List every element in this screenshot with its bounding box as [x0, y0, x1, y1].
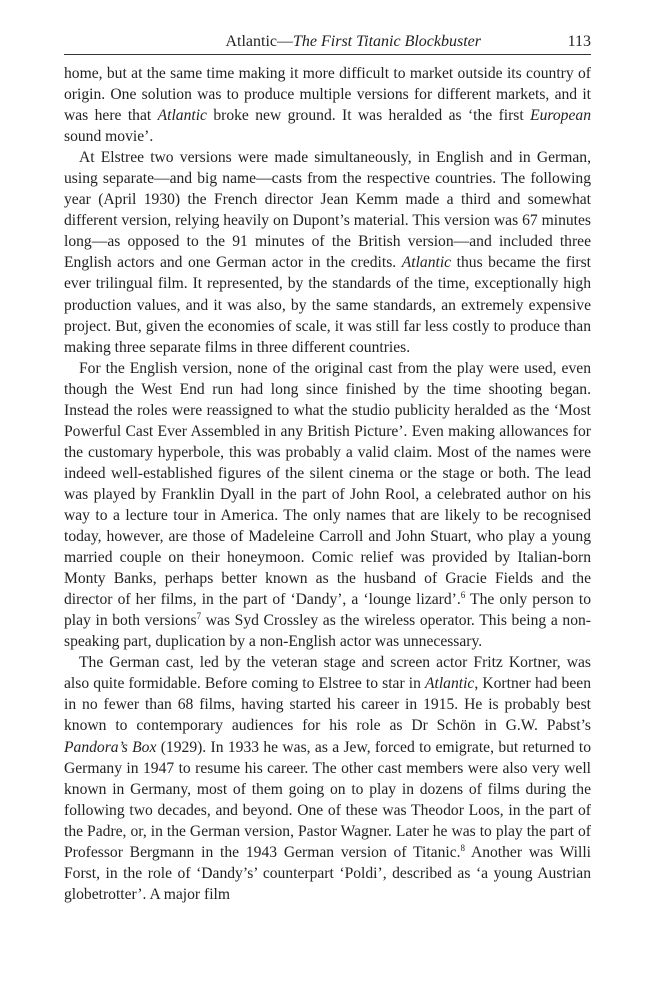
- italic-text: European: [530, 107, 591, 125]
- footnote-marker: 6: [460, 589, 466, 600]
- paragraph: [64, 147, 591, 357]
- text-run: (1929). In 1933 he was, as a Jew, forced to emigrate, but returned to Germany in 1947 to resume his career. The other cast members were also very well known in Germany, most of them going on to play in dozens of films during the following two decades, and beyond. One of these was Theodor Loos, in the part of the Padre, or, in the German version, Pastor Wagner. Later he was to play the part of Professor Bergmann in the 1943 German version of Titanic.: [64, 738, 591, 861]
- italic-text: Atlantic: [424, 675, 475, 693]
- running-title-italic: The First Titanic Blockbuster: [293, 33, 481, 50]
- paragraph: [64, 652, 591, 905]
- body-text: [64, 63, 591, 905]
- running-title-plain: Atlantic—: [225, 33, 293, 50]
- text-run: Another was Willi Forst, in the role of ‘Dandy’s’ counterpart ‘Poldi’, described as ‘a young Austrian globetrotter’. A major film: [64, 843, 591, 903]
- text-run: The German cast, led by the veteran stage and screen actor Fritz Kortner, was also quite formidable. Before coming to Elstree to star in: [64, 654, 591, 693]
- page-number: 113: [567, 33, 591, 50]
- text-run: sound movie’.: [64, 128, 154, 146]
- paragraph: [64, 63, 591, 147]
- italic-text: Atlantic: [157, 107, 207, 125]
- italic-text: Pandora’s Box: [64, 738, 157, 756]
- text-run: , Kortner had been in no fewer than 68 films, having started his career in 1915. He is probably best known to contemporary audiences for his role as Dr Schön in G.W. Pabst’s: [64, 675, 591, 735]
- text-run: was Syd Crossley as the wireless operator. This being a non-speaking part, duplication by a non-English actor was unnecessary.: [64, 612, 591, 651]
- running-title: [225, 30, 481, 54]
- italic-text: Atlantic: [401, 254, 452, 272]
- running-header: [64, 30, 591, 55]
- text-run: For the English version, none of the original cast from the play were used, even though the West End run had long since finished by the time shooting began. Instead the roles were reassigned to what the studio publicity heralded as the ‘Most Powerful Cast Ever Assembled in any British Picture’. Even making allowances for the customary hyperbole, this was probably a valid claim. Most of the names were indeed well-established figures of the silent cinema or the stage or both. The lead was played by Franklin Dyall in the part of John Rool, a celebrated author on his way to a lecture tour in America. The only names that are likely to be recognised today, however, are those of Madeleine Carroll and John Stuart, who play a young married couple on their honeymoon. Comic relief was provided by Italian-born Monty Banks, perhaps better known as the husband of Gracie Fields and the director of her films, in the part of ‘Dandy’, a ‘lounge lizard’.: [64, 359, 591, 609]
- book-page: [64, 0, 591, 984]
- paragraph: [64, 358, 591, 653]
- footnote-marker: 8: [460, 842, 466, 853]
- text-run: broke new ground. It was heralded as ‘the first: [206, 107, 531, 125]
- text-run: The only person to play in both versions: [64, 591, 591, 630]
- text-run: thus became the first ever trilingual film. It represented, by the standards of the time, exceptionally high production values, and it was also, by the same standards, an extremely expensive project. But, given the economies of scale, it was still far less costly to produce than making three separate films in three different countries.: [64, 254, 592, 356]
- footnote-marker: 7: [196, 611, 202, 622]
- text-run: At Elstree two versions were made simultaneously, in English and in German, using separate—and big name—casts from the respective countries. The following year (April 1930) the French director Jean Kemm made a third and somewhat different version, relying heavily on Dupont’s material. This version was 67 minutes long—as opposed to the 91 minutes of the British version—and included three English actors and one German actor in the credits.: [64, 149, 591, 272]
- text-run: home, but at the same time making it more difficult to market outside its country of origin. One solution was to produce multiple versions for different markets, and it was here that: [64, 65, 591, 125]
